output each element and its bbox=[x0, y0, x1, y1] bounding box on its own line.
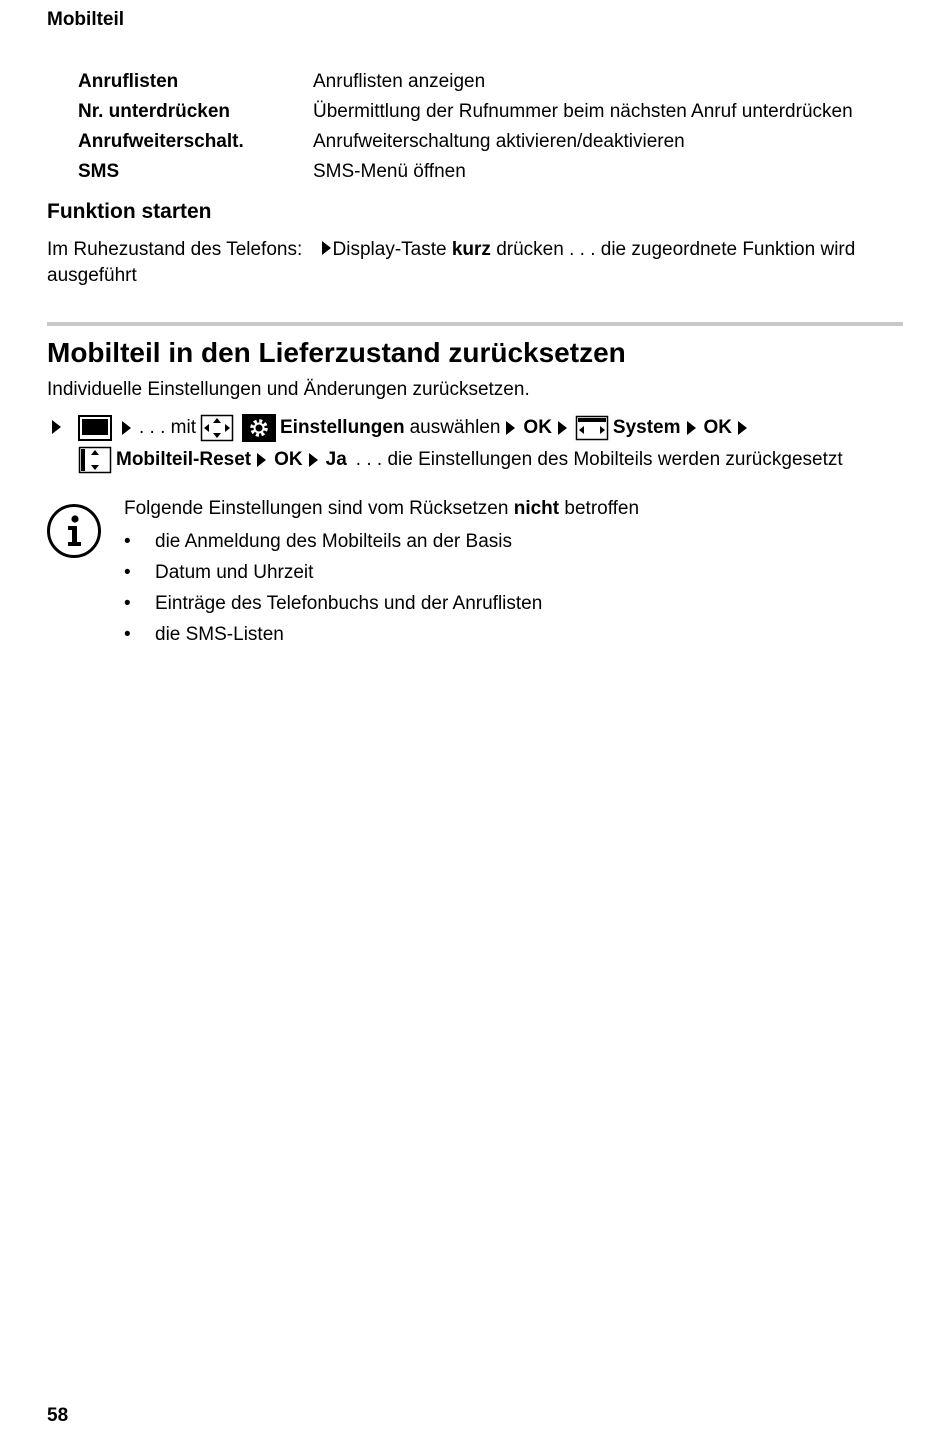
list-item-text: Einträge des Telefonbuchs und der Anruflisten bbox=[155, 592, 543, 614]
triangle-right-icon bbox=[52, 420, 61, 434]
table-row bbox=[78, 157, 853, 187]
function-desc: SMS-Menü öffnen bbox=[313, 161, 466, 182]
confirm-ja: Ja bbox=[325, 449, 347, 470]
note-list bbox=[124, 526, 542, 650]
bold-word: kurz bbox=[451, 239, 491, 260]
triangle-right-icon bbox=[122, 421, 131, 435]
running-header: Mobilteil bbox=[47, 9, 125, 30]
function-desc: Anrufweiterschaltung aktivieren/deaktivieren bbox=[313, 131, 685, 152]
note-title bbox=[124, 498, 639, 520]
table-row bbox=[78, 127, 853, 157]
list-item bbox=[124, 557, 542, 588]
menu-mobilteil-reset: Mobilteil-Reset bbox=[116, 449, 252, 470]
function-key: SMS bbox=[78, 161, 120, 182]
ok-key: OK bbox=[703, 417, 733, 438]
step-text: . . . mit bbox=[139, 417, 196, 438]
list-item bbox=[124, 526, 542, 557]
triangle-right-icon bbox=[257, 453, 266, 467]
step-result: . . . die Einstellungen des Mobilteils werden zurückgesetzt bbox=[355, 449, 843, 470]
triangle-right-icon bbox=[309, 453, 318, 467]
list-item bbox=[124, 619, 542, 650]
list-item-text: die Anmeldung des Mobilteils an der Basis bbox=[155, 530, 512, 552]
section-subheading: Funktion starten bbox=[47, 200, 212, 223]
display-key-icon bbox=[78, 415, 112, 441]
page-number: 58 bbox=[47, 1405, 69, 1426]
note-bold: nicht bbox=[513, 498, 560, 519]
ok-key: OK bbox=[274, 449, 303, 470]
triangle-right-icon bbox=[738, 421, 747, 435]
menu-einstellungen: Einstellungen bbox=[280, 417, 405, 438]
list-item bbox=[124, 588, 542, 619]
note-prefix: Folgende Einstellungen sind vom Rücksetzen bbox=[124, 498, 509, 519]
function-desc: Anruflisten anzeigen bbox=[313, 71, 486, 92]
triangle-right-icon bbox=[322, 241, 331, 255]
section-divider bbox=[47, 322, 903, 326]
bullet: • bbox=[124, 623, 131, 645]
ok-key: OK bbox=[523, 417, 552, 438]
note-suffix: betroffen bbox=[564, 498, 640, 519]
start-paragraph bbox=[47, 237, 907, 289]
step-text: auswählen bbox=[409, 417, 501, 438]
instruction-step-2 bbox=[78, 445, 843, 475]
menu-system: System bbox=[612, 417, 681, 438]
table-row bbox=[78, 67, 853, 97]
bullet: • bbox=[124, 592, 131, 614]
function-desc: Übermittlung der Rufnummer beim nächsten Anruf unterdrücken bbox=[313, 101, 853, 122]
bullet: • bbox=[124, 561, 131, 583]
page-title: Mobilteil in den Lieferzustand zurücksetzen bbox=[47, 337, 626, 368]
function-key: Anruflisten bbox=[78, 71, 179, 92]
display-key-label: Display-Taste bbox=[332, 239, 447, 260]
list-item-text: Datum und Uhrzeit bbox=[155, 561, 314, 583]
table-row bbox=[78, 97, 853, 127]
list-item-text: die SMS-Listen bbox=[155, 623, 284, 645]
function-key: Nr. unterdrücken bbox=[78, 101, 231, 122]
gear-icon bbox=[242, 414, 276, 442]
start-prefix: Im Ruhezustand des Telefons: bbox=[47, 239, 303, 260]
control-key-up-down-icon bbox=[78, 446, 112, 474]
control-key-4way-icon bbox=[200, 414, 234, 442]
triangle-right-icon bbox=[558, 421, 567, 435]
instruction-step-1 bbox=[78, 413, 755, 443]
start-suffix: drücken . . . die zugeordnete Funktion wird ausgeführt bbox=[47, 239, 856, 286]
control-key-left-right-icon bbox=[575, 415, 609, 441]
function-table bbox=[78, 67, 853, 187]
triangle-right-icon bbox=[687, 421, 696, 435]
function-key: Anrufweiterschalt. bbox=[78, 131, 244, 152]
bullet: • bbox=[124, 530, 131, 552]
triangle-right-icon bbox=[506, 421, 515, 435]
intro-text: Individuelle Einstellungen und Änderungen zurücksetzen. bbox=[47, 379, 530, 400]
info-icon bbox=[46, 503, 102, 564]
